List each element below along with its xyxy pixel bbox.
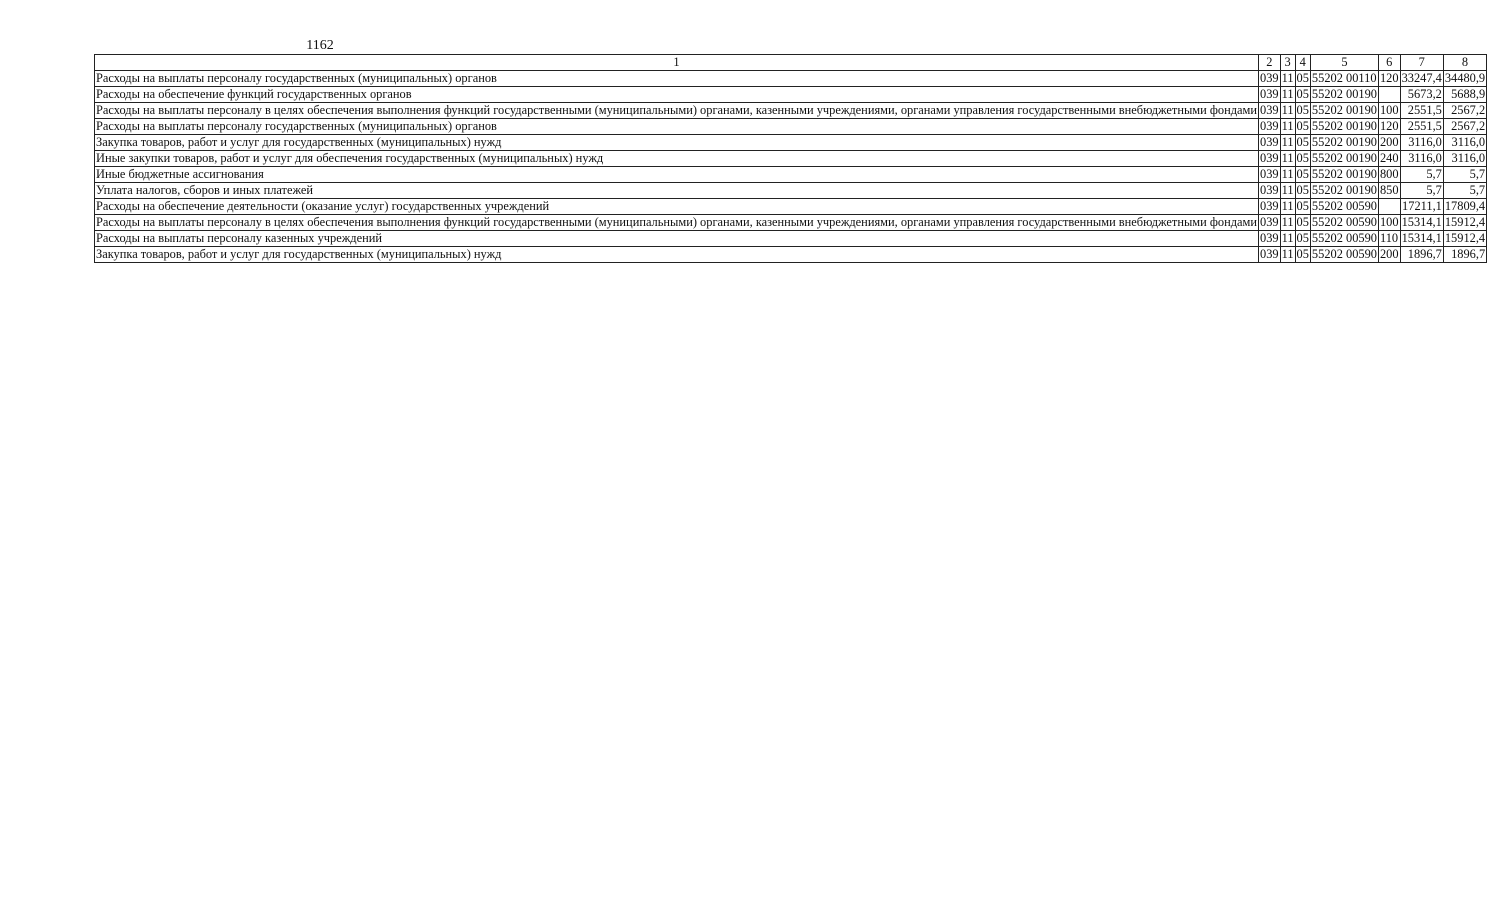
table-row bbox=[95, 247, 1487, 263]
ministry-code: 039 bbox=[1260, 135, 1279, 149]
table-row bbox=[95, 119, 1487, 135]
amount-year-2: 5688,9 bbox=[1443, 87, 1486, 103]
row-description: Закупка товаров, работ и услуг для государственных (муниципальных) нужд bbox=[95, 135, 1259, 151]
target-article-code: 55202 00190 bbox=[1311, 103, 1377, 117]
ministry-code: 039 bbox=[1260, 71, 1279, 85]
section-code: 11 bbox=[1281, 199, 1294, 213]
expense-type-code bbox=[1378, 87, 1400, 103]
subsection-code: 05 bbox=[1296, 247, 1309, 261]
target-article-code: 55202 00190 bbox=[1311, 183, 1377, 197]
subsection-code: 05 bbox=[1296, 151, 1309, 165]
amount-year-2: 17809,4 bbox=[1444, 199, 1486, 213]
amount-year-1: 3116,0 bbox=[1400, 135, 1443, 151]
target-article-code: 55202 00590 bbox=[1311, 199, 1377, 213]
subsection-code: 05 bbox=[1296, 87, 1309, 101]
expense-type-code: 850 bbox=[1379, 183, 1399, 197]
amount-year-1: 15314,1 bbox=[1401, 231, 1442, 245]
expense-type-code: 120 bbox=[1379, 71, 1399, 85]
subsection-code: 05 bbox=[1296, 183, 1309, 197]
col-header-7: 7 bbox=[1400, 55, 1443, 71]
target-article-code: 55202 00190 bbox=[1311, 119, 1377, 133]
ministry-code: 039 bbox=[1260, 119, 1279, 133]
col-header-3: 3 bbox=[1280, 55, 1295, 71]
col-header-8: 8 bbox=[1443, 55, 1486, 71]
amount-year-2: 3116,0 bbox=[1443, 135, 1486, 151]
table-row bbox=[95, 183, 1487, 199]
amount-year-1: 33247,4 bbox=[1401, 71, 1442, 85]
expense-type-code: 200 bbox=[1379, 135, 1399, 149]
subsection-code: 05 bbox=[1296, 215, 1309, 229]
col-header-4: 4 bbox=[1295, 55, 1310, 71]
subsection-code: 05 bbox=[1296, 119, 1309, 133]
amount-year-1: 5,7 bbox=[1400, 183, 1443, 199]
target-article-code: 55202 00590 bbox=[1311, 247, 1377, 261]
table-row bbox=[95, 199, 1487, 215]
amount-year-2: 3116,0 bbox=[1443, 151, 1486, 167]
expense-type-code: 240 bbox=[1379, 151, 1399, 165]
row-description: Расходы на обеспечение деятельности (оказание услуг) государственных учреждений bbox=[95, 199, 1259, 215]
section-code: 11 bbox=[1281, 231, 1294, 245]
row-description: Расходы на выплаты персоналу государственных (муниципальных) органов bbox=[95, 71, 1259, 87]
section-code: 11 bbox=[1281, 71, 1294, 85]
row-description: Закупка товаров, работ и услуг для государственных (муниципальных) нужд bbox=[95, 247, 1259, 263]
table-row bbox=[95, 231, 1487, 247]
target-article-code: 55202 00190 bbox=[1311, 87, 1377, 101]
section-code: 11 bbox=[1281, 135, 1294, 149]
ministry-code: 039 bbox=[1260, 215, 1279, 229]
section-code: 11 bbox=[1281, 151, 1294, 165]
subsection-code: 05 bbox=[1296, 103, 1309, 117]
col-header-5: 5 bbox=[1310, 55, 1378, 71]
section-code: 11 bbox=[1281, 87, 1294, 101]
target-article-code: 55202 00590 bbox=[1311, 215, 1377, 229]
ministry-code: 039 bbox=[1260, 103, 1279, 117]
expense-type-code: 800 bbox=[1379, 167, 1399, 181]
target-article-code: 55202 00190 bbox=[1311, 167, 1377, 181]
amount-year-1: 5,7 bbox=[1400, 167, 1443, 183]
amount-year-1: 2551,5 bbox=[1400, 103, 1443, 119]
row-description: Иные закупки товаров, работ и услуг для обеспечения государственных (муниципальных) нужд bbox=[95, 151, 1259, 167]
expense-type-code: 100 bbox=[1379, 215, 1399, 229]
amount-year-2: 5,7 bbox=[1443, 167, 1486, 183]
table-row bbox=[95, 87, 1487, 103]
row-description: Уплата налогов, сборов и иных платежей bbox=[95, 183, 1259, 199]
expense-type-code: 120 bbox=[1379, 119, 1399, 133]
row-description: Расходы на выплаты персоналу казенных учреждений bbox=[95, 231, 1259, 247]
col-header-1: 1 bbox=[95, 55, 1259, 71]
target-article-code: 55202 00590 bbox=[1311, 231, 1377, 245]
section-code: 11 bbox=[1281, 119, 1294, 133]
ministry-code: 039 bbox=[1260, 247, 1279, 261]
subsection-code: 05 bbox=[1296, 167, 1309, 181]
amount-year-2: 34480,9 bbox=[1444, 71, 1486, 85]
amount-year-2: 5,7 bbox=[1443, 183, 1486, 199]
subsection-code: 05 bbox=[1296, 199, 1309, 213]
row-description: Иные бюджетные ассигнования bbox=[95, 167, 1259, 183]
section-code: 11 bbox=[1281, 247, 1294, 261]
target-article-code: 55202 00190 bbox=[1311, 135, 1377, 149]
amount-year-1: 17211,1 bbox=[1402, 199, 1442, 213]
row-description: Расходы на обеспечение функций государственных органов bbox=[95, 87, 1259, 103]
row-description: Расходы на выплаты персоналу в целях обеспечения выполнения функций государственными (муниципальными) органами, казенными учреждениями, органами управления государственными внебюджетными фондами bbox=[96, 215, 1257, 229]
amount-year-2: 15912,4 bbox=[1444, 231, 1486, 245]
table-row bbox=[95, 215, 1487, 231]
amount-year-2: 15912,4 bbox=[1444, 215, 1486, 229]
ministry-code: 039 bbox=[1260, 87, 1279, 101]
section-code: 11 bbox=[1281, 167, 1294, 181]
ministry-code: 039 bbox=[1260, 199, 1279, 213]
subsection-code: 05 bbox=[1296, 231, 1309, 245]
col-header-6: 6 bbox=[1378, 55, 1400, 71]
target-article-code: 55202 00110 bbox=[1311, 71, 1377, 85]
target-article-code: 55202 00190 bbox=[1311, 151, 1377, 165]
row-description: Расходы на выплаты персоналу государственных (муниципальных) органов bbox=[95, 119, 1259, 135]
amount-year-2: 1896,7 bbox=[1443, 247, 1486, 263]
budget-table bbox=[94, 54, 1487, 263]
section-code: 11 bbox=[1281, 215, 1294, 229]
table-row bbox=[95, 135, 1487, 151]
header-row bbox=[95, 55, 1487, 71]
expense-type-code: 200 bbox=[1379, 247, 1399, 261]
amount-year-1: 15314,1 bbox=[1401, 215, 1442, 229]
ministry-code: 039 bbox=[1260, 183, 1279, 197]
table-row bbox=[95, 71, 1487, 87]
expense-type-code: 100 bbox=[1379, 103, 1399, 117]
ministry-code: 039 bbox=[1260, 231, 1279, 245]
table-row bbox=[95, 151, 1487, 167]
page-number: 1162 bbox=[306, 38, 334, 53]
amount-year-2: 2567,2 bbox=[1443, 103, 1486, 119]
amount-year-2: 2567,2 bbox=[1443, 119, 1486, 135]
expense-type-code: 110 bbox=[1379, 231, 1399, 245]
section-code: 11 bbox=[1281, 183, 1294, 197]
subsection-code: 05 bbox=[1296, 135, 1309, 149]
amount-year-1: 5673,2 bbox=[1400, 87, 1443, 103]
amount-year-1: 1896,7 bbox=[1400, 247, 1443, 263]
expense-type-code bbox=[1378, 199, 1400, 215]
col-header-2: 2 bbox=[1259, 55, 1281, 71]
ministry-code: 039 bbox=[1260, 151, 1279, 165]
amount-year-1: 2551,5 bbox=[1400, 119, 1443, 135]
ministry-code: 039 bbox=[1260, 167, 1279, 181]
amount-year-1: 3116,0 bbox=[1400, 151, 1443, 167]
section-code: 11 bbox=[1281, 103, 1294, 117]
row-description: Расходы на выплаты персоналу в целях обеспечения выполнения функций государственными (муниципальными) органами, казенными учреждениями, органами управления государственными внебюджетными фондами bbox=[96, 103, 1257, 117]
table-row bbox=[95, 103, 1487, 119]
table-row bbox=[95, 167, 1487, 183]
subsection-code: 05 bbox=[1296, 71, 1309, 85]
